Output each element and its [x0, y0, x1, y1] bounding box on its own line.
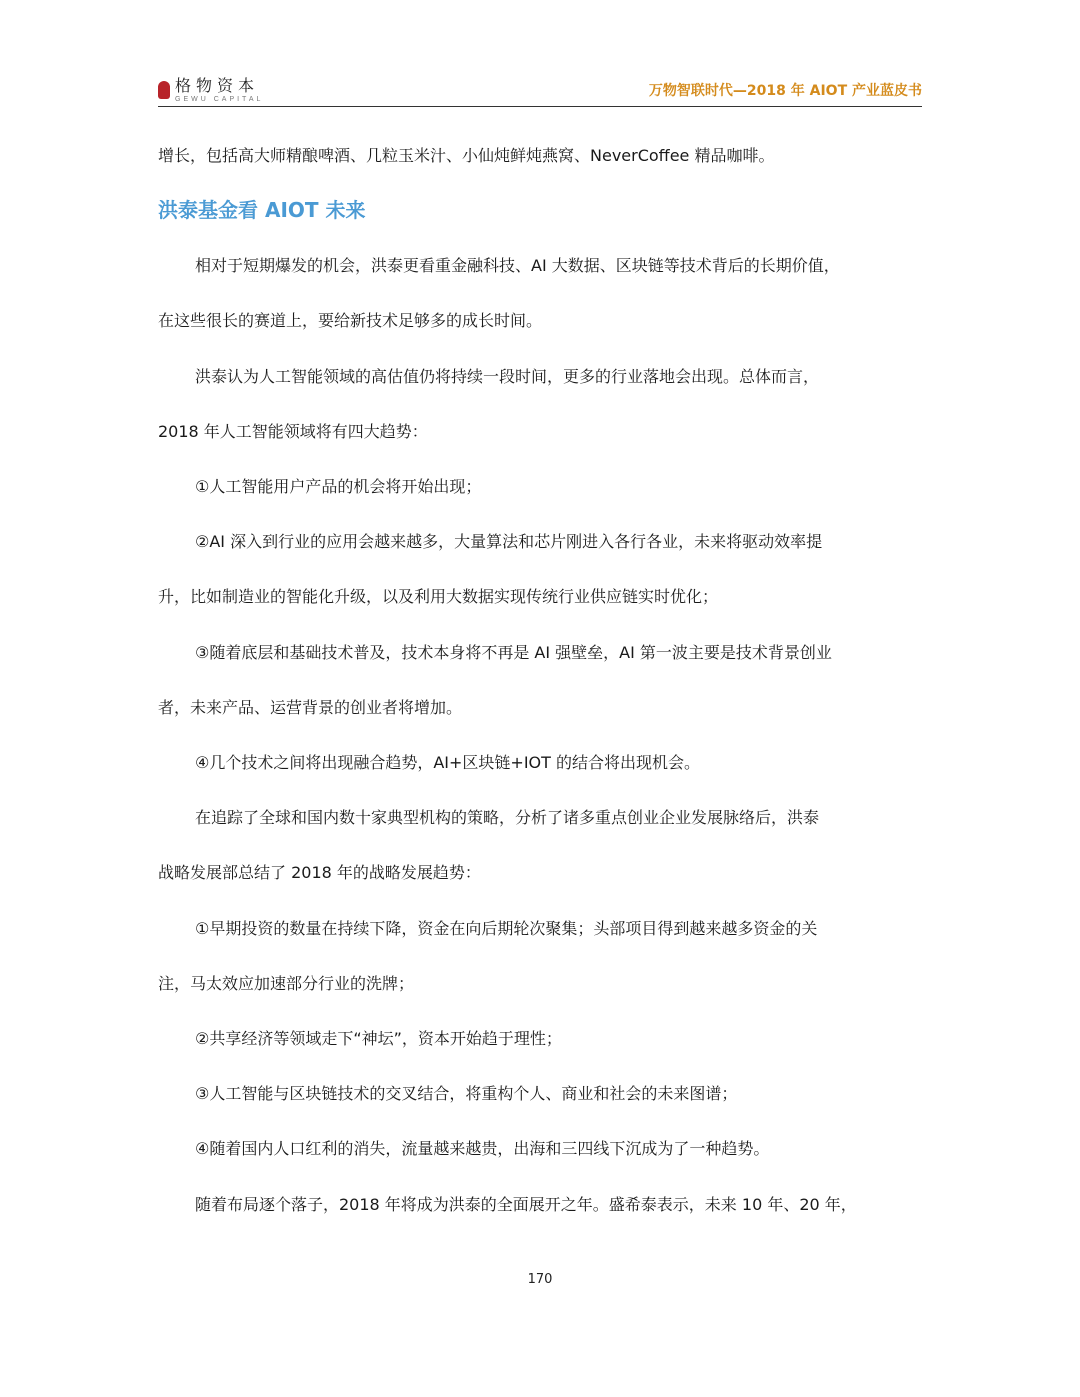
- paragraph-line: 在追踪了全球和国内数十家典型机构的策略，分析了诸多重点创业企业发展脉络后，洪泰: [195, 808, 820, 828]
- list-item: ②共享经济等领域走下“神坛”，资本开始趋于理性；: [195, 1029, 562, 1049]
- paragraph-line: 增长，包括高大师精酿啤酒、几粒玉米汁、小仙炖鲜炖燕窝、NeverCoffee 精品咖啡。: [158, 146, 775, 165]
- page-header: [158, 74, 922, 107]
- logo-name-en: GEWU CAPITAL: [175, 95, 264, 103]
- list-item: ③随着底层和基础技术普及，技术本身将不再是 AI 强壁垒，AI 第一波主要是技术背景创业: [195, 642, 832, 662]
- section-heading: 洪泰基金看 AIOT 未来: [158, 198, 366, 223]
- list-item: ④随着国内人口红利的消失，流量越来越贵，出海和三四线下沉成为了一种趋势。: [195, 1139, 770, 1159]
- paragraph-line: 战略发展部总结了 2018 年的战略发展趋势：: [158, 863, 481, 883]
- paragraph-line: 升，比如制造业的智能化升级，以及利用大数据实现传统行业供应链实时优化；: [158, 587, 719, 607]
- paragraph-line: 随着布局逐个落子，2018 年将成为洪泰的全面展开之年。盛希泰表示，未来 10 年、20 年，: [195, 1194, 857, 1214]
- paragraph-line: 注，马太效应加速部分行业的洗牌；: [158, 973, 415, 993]
- page-number: 170: [527, 1272, 553, 1287]
- paragraph-line: 在这些很长的赛道上，要给新技术足够多的成长时间。: [158, 311, 543, 331]
- list-item: ④几个技术之间将出现融合趋势，AI+区块链+IOT 的结合将出现机会。: [195, 753, 700, 773]
- list-item: ①人工智能用户产品的机会将开始出现；: [195, 477, 482, 497]
- logo-seal-icon: [158, 81, 170, 99]
- list-item: ①早期投资的数量在持续下降，资金在向后期轮次聚集；头部项目得到越来越多资金的关: [195, 918, 818, 938]
- document-title: 万物智联时代—2018 年 AIOT 产业蓝皮书: [648, 83, 922, 99]
- page-body: [158, 128, 922, 1232]
- paragraph-line: 洪泰认为人工智能领域的高估值仍将持续一段时间，更多的行业落地会出现。总体而言，: [195, 366, 820, 386]
- paragraph-line: 2018 年人工智能领域将有四大趋势：: [158, 421, 428, 441]
- list-item: ②AI 深入到行业的应用会越来越多，大量算法和芯片刚进入各行各业，未来将驱动效率提: [195, 532, 823, 552]
- gewu-capital-logo: [158, 76, 263, 104]
- list-item: ③人工智能与区块链技术的交叉结合，将重构个人、商业和社会的未来图谱；: [195, 1084, 738, 1104]
- paragraph-line: 者，未来产品、运营背景的创业者将增加。: [158, 697, 463, 717]
- logo-name-cn: 格物资本: [175, 75, 260, 95]
- paragraph-line: 相对于短期爆发的机会，洪泰更看重金融科技、AI 大数据、区块链等技术背后的长期价值，: [195, 256, 840, 276]
